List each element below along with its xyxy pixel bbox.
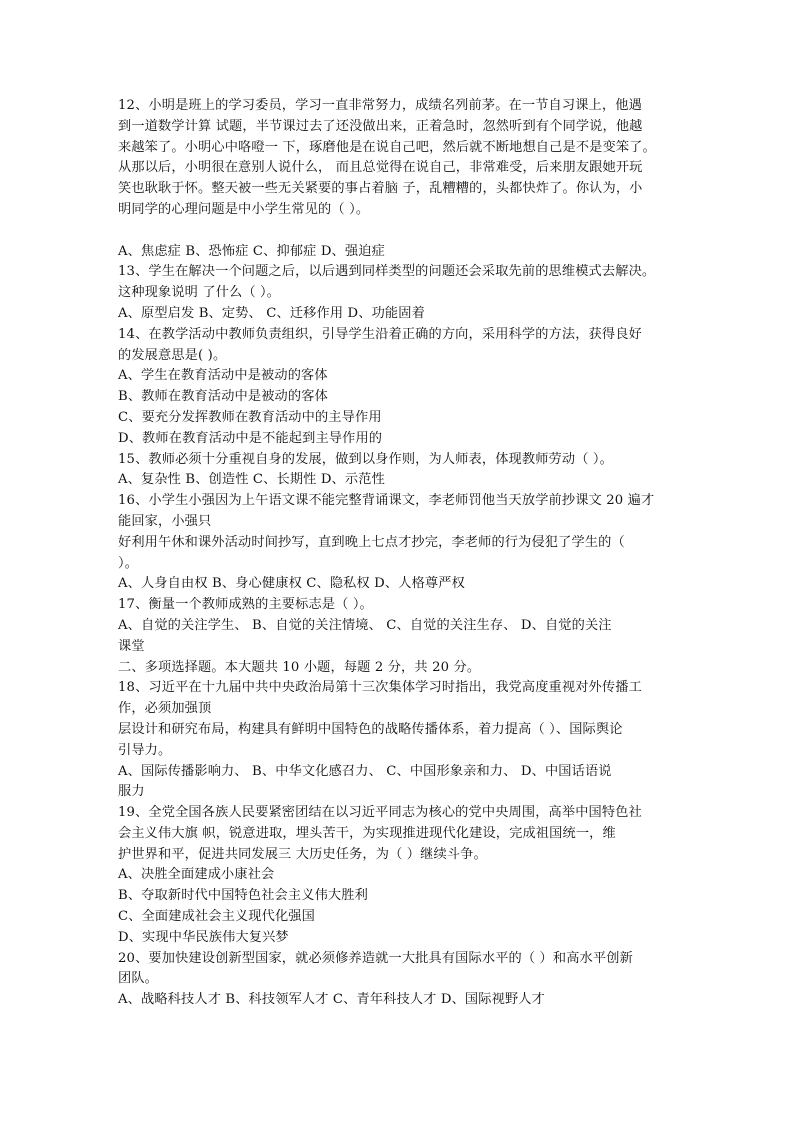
text-line: A、复杂性 B、创造性 C、长期性 D、示范性 bbox=[118, 472, 385, 488]
text-line: 18、习近平在十九届中共中央政治局第十三次集体学习时指出，我党高度重视对外传播工 bbox=[118, 680, 642, 696]
document-page bbox=[118, 96, 684, 1011]
text-line: D、实现中华民族伟大复兴梦 bbox=[118, 929, 289, 945]
text-line: 二、多项选择题。本大题共 10 小题，每题 2 分，共 20 分。 bbox=[118, 659, 481, 675]
text-line: 15、教师必须十分重视自身的发展，做到以身作则，为人师表，体现教师劳动（ ）。 bbox=[118, 451, 613, 467]
text-line: 引导力。 bbox=[118, 742, 172, 758]
text-line: 的发展意思是( )。 bbox=[118, 347, 227, 363]
text-line: B、夺取新时代中国特色社会主义伟大胜利 bbox=[118, 888, 368, 904]
text-line: 作，必须加强顶 bbox=[118, 701, 212, 717]
text-line: 层设计和研究布局，构建具有鲜明中国特色的战略传播体系，着力提高（ ）、国际舆论 bbox=[118, 721, 623, 737]
text-line: 会主义伟大旗 帜，锐意进取，埋头苦干，为实现推进现代化建设，完成祖国统一，维 bbox=[118, 825, 616, 841]
text-line: A、决胜全面建成小康社会 bbox=[118, 867, 275, 883]
text-line: 19、全党全国各族人民要紧密团结在以习近平同志为核心的党中央周围，高举中国特色社 bbox=[118, 805, 642, 821]
text-line: A、战略科技人才 B、科技领军人才 C、青年科技人才 D、国际视野人才 bbox=[118, 992, 545, 1008]
text-line: 课堂 bbox=[118, 638, 145, 654]
text-line: 护世界和平，促进共同发展三 大历史任务，为（ ）继续斗争。 bbox=[118, 846, 487, 862]
text-line: B、教师在教育活动中是被动的客体 bbox=[118, 389, 328, 405]
text-line: 14、在教学活动中教师负责组织，引导学生沿着正确的方向，采用科学的方法，获得良好 bbox=[118, 326, 642, 342]
text-line: 从那以后，小明很在意别人说什么， 而且总觉得在说自己，非常难受，后来朋友跟她开玩 bbox=[118, 160, 643, 176]
text-line: 16、小学生小强因为上午语文课不能完整背诵课文，李老师罚他当天放学前抄课文 20 遍才 bbox=[118, 493, 655, 509]
text-line: 17、衡量一个教师成熟的主要标志是（ ）。 bbox=[118, 597, 373, 613]
text-line: 服力 bbox=[118, 784, 145, 800]
text-line: D、教师在教育活动中是不能起到主导作用的 bbox=[118, 430, 383, 446]
text-line: 好利用午休和课外活动时间抄写，直到晚上七点才抄完，李老师的行为侵犯了学生的（ bbox=[118, 534, 625, 550]
blank-line bbox=[118, 221, 684, 242]
text-line: A、人身自由权 B、身心健康权 C、隐私权 D、人格尊严权 bbox=[118, 576, 465, 592]
text-line: A、自觉的关注学生、 B、自觉的关注情境、 C、自觉的关注生存、 D、自觉的关注 bbox=[118, 617, 612, 633]
text-line: A、国际传播影响力、 B、中华文化感召力、 C、中国形象亲和力、 D、中国话语说 bbox=[118, 763, 612, 779]
text-line: C、要充分发挥教师在教育活动中的主导作用 bbox=[118, 409, 382, 425]
text-line: 来越笨了。小明心中咯噔一 下，琢磨他是在说自己吧，然后就不断地想自己是不是变笨了。 bbox=[118, 139, 656, 155]
text-line: 到一道数学计算 试题，半节课过去了还没做出来，正着急时，忽然听到有个同学说，他越 bbox=[118, 118, 643, 134]
text-line: 20、要加快建设创新型国家，就必须修养造就一大批具有国际水平的（ ）和高水平创新 bbox=[118, 950, 633, 966]
text-line: 12、小明是班上的学习委员，学习一直非常努力，成绩名列前茅。在一节自习课上，他遇 bbox=[118, 98, 642, 113]
text-line: A、焦虑症 B、恐怖症 C、抑郁症 D、强迫症 bbox=[118, 243, 385, 259]
text-line: ）。 bbox=[118, 555, 139, 571]
text-line: 团队。 bbox=[118, 971, 159, 987]
text-line: C、全面建成社会主义现代化强国 bbox=[118, 909, 315, 925]
text-line: 13、学生在解决一个问题之后，以后遇到同样类型的问题还会采取先前的思维模式去解决。 bbox=[118, 264, 656, 280]
text-line: 这种现象说明 了什么（ ）。 bbox=[118, 285, 281, 301]
text-line: 笑也耿耿于怀。整天被一些无关紧要的事占着脑 子，乱糟糟的，头都快炸了。你认为，小 bbox=[118, 181, 643, 197]
text-line: 能回家，小强只 bbox=[118, 513, 212, 529]
text-line: 明同学的心理问题是中小学生常见的（ ）。 bbox=[118, 201, 370, 217]
text-line: A、学生在教育活动中是被动的客体 bbox=[118, 368, 328, 384]
text-line: A、原型启发 B、定势、 C、迁移作用 D、功能固着 bbox=[118, 305, 425, 321]
